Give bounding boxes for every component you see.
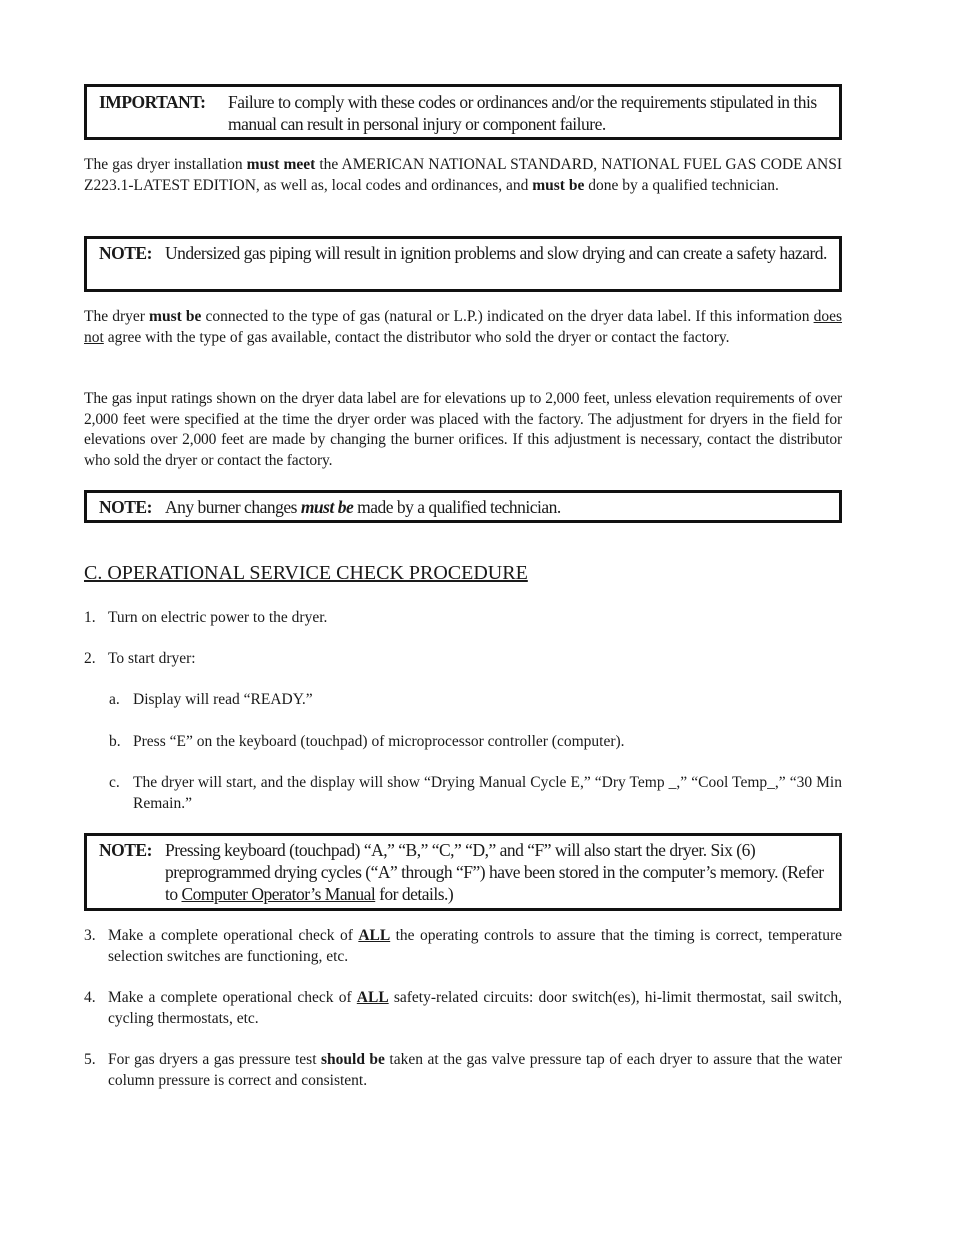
note-label: NOTE:: [99, 497, 152, 517]
keypad-note-box: [84, 833, 842, 911]
manual-reference: Computer Operator’s Manual: [181, 884, 376, 904]
text-run: connected to the type of gas (natural or L.P.) indicated on the dryer data label. If this information: [201, 308, 814, 325]
piping-note-box: [84, 236, 842, 292]
list-item: [84, 1050, 842, 1092]
piping-note-text: Undersized gas piping will result in ignition problems and slow drying and can create a safety hazard.: [165, 243, 827, 263]
text-run: Make a complete operational check of: [108, 989, 357, 1006]
text-run: Any burner changes: [165, 497, 301, 517]
text-run: The dryer: [84, 308, 150, 325]
underlined-run: not: [84, 328, 104, 346]
elevation-paragraph: The gas input ratings shown on the dryer data label are for elevations up to 2,000 feet, unless elevation requirements of over 2,000 feet were specified at the time the dryer order was placed with the factory. The adjustment for dryers in the field for elevations over 2,000 feet are made by changing the burner orifices. If this adjustment is necessary, contact the distributor who sold the dryer or contact the factory.: [84, 390, 842, 469]
step-number: 5.: [84, 1051, 96, 1068]
text-run: The gas dryer installation: [84, 156, 247, 173]
text-run: Make a complete operational check of: [108, 927, 359, 944]
important-label: IMPORTANT:: [99, 92, 206, 112]
bold-run: must be: [149, 308, 202, 325]
step-number: 1.: [84, 609, 96, 626]
step-text: [108, 988, 842, 1029]
installation-paragraph: [84, 155, 842, 196]
important-notice-box: [84, 84, 842, 140]
text-run: for details.): [375, 884, 454, 904]
step-letter: b.: [109, 733, 121, 750]
underlined-run: does: [813, 308, 842, 325]
bold-run: must meet: [246, 156, 316, 173]
text-run: For gas dryers a gas pressure test: [108, 1051, 321, 1068]
important-text: Failure to comply with these codes or ordinances and/or the requirements stipulated in this manual can result in personal injury or component failure.: [228, 92, 817, 134]
text-run: made by a qualified technician.: [353, 497, 561, 517]
step-letter: a.: [109, 691, 120, 708]
text-run: taken at the gas valve pressure tap of each dryer to assure that the water column pressure is correct and consistent.: [108, 1051, 843, 1089]
keypad-note-text: [165, 839, 827, 905]
note-label: NOTE:: [99, 243, 152, 263]
step-text: [108, 1050, 842, 1091]
step-text: [108, 926, 842, 967]
step-text: Press “E” on the keyboard (touchpad) of microprocessor controller (computer).: [133, 733, 625, 750]
burner-note-text: [165, 496, 561, 518]
text-run: agree with the type of gas available, contact the distributor who sold the dryer or contact the factory.: [103, 328, 730, 346]
step-text: Turn on electric power to the dryer.: [108, 609, 328, 626]
text-run: the AMERICAN NATIONAL STANDARD, NATIONAL FUEL GAS CODE ANSI Z223.1-LATEST EDITION, as well as, local codes and ordinances, and: [84, 156, 843, 194]
bold-underlined-run: ALL: [356, 989, 389, 1006]
text-run: safety-related circuits: door switch(es), hi-limit thermostat, sail switch, cycling thermostats, etc.: [108, 989, 842, 1027]
step-text: Display will read “READY.”: [133, 691, 313, 708]
step-text: The dryer will start, and the display will show “Drying Manual Cycle E,” “Dry Temp _,” “Cool Temp_,” “30 Min Remain.”: [133, 774, 842, 812]
burner-note-box: [84, 490, 842, 523]
list-item: [84, 773, 842, 815]
bold-italic-run: must be: [300, 497, 354, 517]
section-heading: C. OPERATIONAL SERVICE CHECK PROCEDURE: [84, 562, 528, 584]
bold-underlined-run: ALL: [358, 927, 391, 944]
text-run: the operating controls to assure that the timing is correct, temperature selection switches are functioning, etc.: [108, 927, 842, 965]
step-number: 4.: [84, 989, 96, 1006]
note-label: NOTE:: [99, 840, 152, 860]
list-item: [84, 926, 842, 968]
bold-run: should be: [321, 1051, 385, 1068]
list-item: [84, 988, 842, 1030]
step-letter: c.: [109, 774, 120, 791]
step-number: 3.: [84, 927, 96, 944]
text-run: Pressing keyboard (touchpad) “A,” “B,” “C,” “D,” and “F” will also start the dryer. Six (6) preprogrammed drying cycles (“A” through “F”) have been stored in the computer’s memory. (Refer to: [165, 840, 824, 904]
text-run: done by a qualified technician.: [584, 176, 779, 194]
bold-run: must be: [532, 176, 585, 194]
step-text: To start dryer:: [108, 650, 196, 667]
gas-type-paragraph: [84, 307, 842, 348]
step-number: 2.: [84, 650, 96, 667]
